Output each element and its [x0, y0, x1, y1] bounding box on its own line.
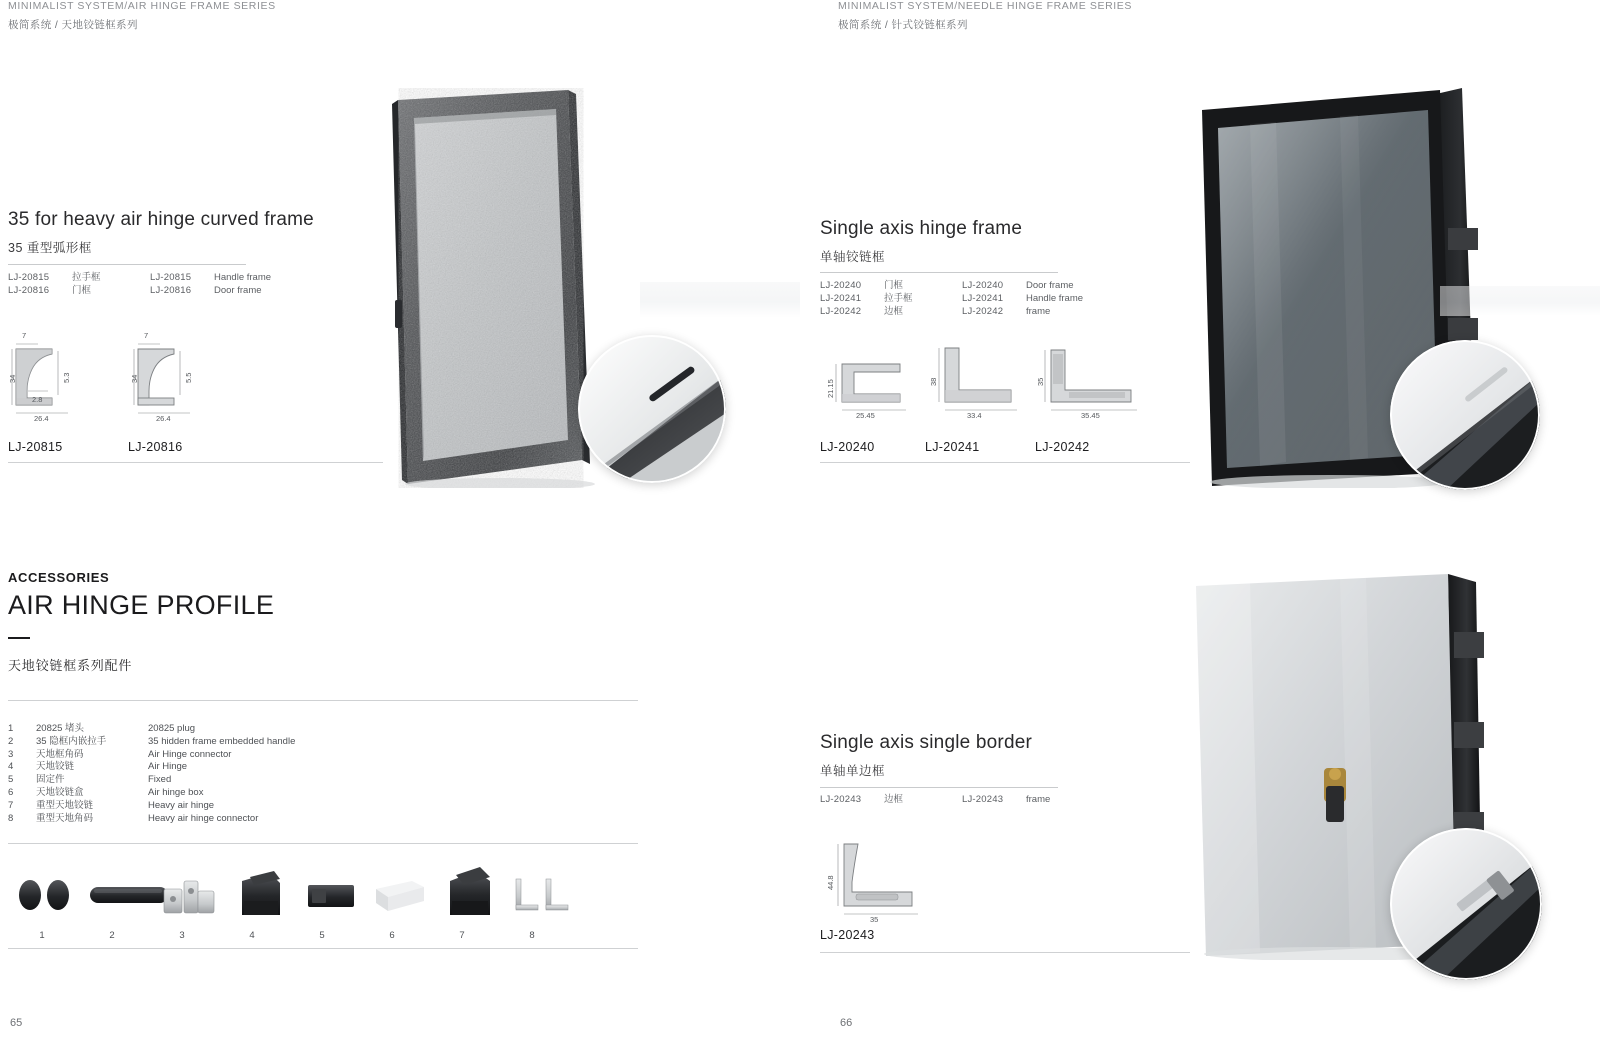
item-name-cn: 天地框角码: [36, 748, 84, 760]
item-number: 6: [8, 786, 14, 798]
accessory-parts-row: [8, 855, 638, 923]
item-name-cn: 重型天地铰链: [36, 799, 94, 811]
page-number-left: 65: [10, 1017, 23, 1029]
accessories-rule-mid: [8, 843, 638, 844]
profile-label-lj20243: LJ-20243: [820, 928, 875, 942]
dim-height: 21.15: [826, 379, 835, 398]
code-row: [820, 793, 1146, 806]
item-number: 5: [8, 774, 14, 786]
figure-number: 4: [249, 930, 255, 941]
code-list-rule-right-top: [820, 272, 1058, 273]
code-id: LJ-20242: [820, 306, 862, 317]
dim-bottom: 26.4: [34, 414, 49, 423]
accessory-parts-illustration: [8, 855, 638, 923]
profile-drawing-lj20240: [820, 348, 930, 428]
code-id: LJ-20816: [8, 285, 50, 296]
accessories-title-cn: 天地铰链框系列配件: [8, 658, 133, 673]
page-number-right: 66: [840, 1017, 853, 1029]
code-list-right-top: [820, 279, 1146, 318]
code-id: LJ-20240: [820, 280, 862, 291]
dim-left: 34: [8, 374, 17, 383]
item-name-cn: 固定件: [36, 774, 65, 786]
item-name-en: Air Hinge connector: [148, 748, 232, 760]
item-name-en: Heavy air hinge: [148, 799, 215, 811]
running-head-en: MINIMALIST SYSTEM/AIR HINGE FRAME SERIES: [8, 0, 276, 12]
section-title-en: Single axis single border: [820, 732, 1033, 753]
running-head-cn: 极简系统 / 天地铰链框系列: [8, 19, 138, 31]
code-en: Handle frame: [1026, 293, 1084, 304]
dim-left: 34: [130, 374, 139, 383]
item-number: 8: [8, 812, 14, 824]
photo-shadow-band-left: [640, 282, 800, 318]
code-cn: 门框: [72, 285, 92, 296]
code-id-2: LJ-20243: [962, 794, 1004, 805]
figure-number: 1: [39, 930, 45, 941]
running-head-left: [8, 0, 276, 32]
code-list-rule-left: [8, 264, 246, 265]
code-id-2: LJ-20241: [962, 293, 1004, 304]
right-page: [800, 0, 1600, 1043]
dim-top: 7: [22, 331, 27, 340]
section-title-single-axis-hinge-frame: [820, 218, 1022, 265]
profile-drawing-lj20816: [128, 331, 228, 430]
code-list-rule-right-bottom: [820, 787, 1058, 788]
code-id-2: LJ-20242: [962, 306, 1004, 317]
item-number: 2: [8, 735, 14, 747]
figure-number: 2: [109, 930, 115, 941]
code-en: frame: [1026, 794, 1051, 805]
profile-section-lj20816: [128, 335, 228, 430]
table-row: [8, 723, 408, 736]
detail-magnifier-left-art: [578, 335, 726, 483]
dim-height: 38: [929, 377, 938, 386]
table-row: [8, 736, 408, 749]
code-list-left: [8, 271, 334, 297]
running-head-right: [838, 0, 1132, 32]
code-id: LJ-20815: [8, 272, 50, 283]
item-name-en: 35 hidden frame embedded handle: [148, 735, 296, 747]
detail-magnifier-right-bottom: [1390, 828, 1542, 980]
section-divider-left: [8, 462, 383, 463]
dim-top: 7: [144, 331, 149, 340]
dim-width: 33.4: [967, 411, 982, 420]
accessories-dash: [8, 637, 30, 639]
profile-section-lj20243: [820, 832, 940, 928]
profile-drawing-lj20241: [925, 338, 1035, 428]
dim-right: 5.5: [184, 372, 193, 383]
profile-label-lj20816: LJ-20816: [128, 440, 183, 454]
table-row: [8, 800, 408, 813]
table-row: [8, 749, 408, 762]
section-title-cn: 单轴单边框: [820, 764, 886, 778]
code-row: [8, 271, 334, 284]
code-cn: 门框: [884, 280, 904, 291]
dim-inner: 2.8: [32, 395, 43, 404]
section-title-cn: 单轴铰链框: [820, 250, 886, 264]
item-number: 4: [8, 761, 14, 773]
item-name-en: 20825 plug: [148, 723, 196, 734]
accessories-title: AIR HINGE PROFILE: [8, 590, 275, 620]
dim-height: 35: [1036, 377, 1045, 386]
code-cn: 拉手框: [884, 293, 913, 304]
code-row: [820, 279, 1146, 292]
item-name-en: Heavy air hinge connector: [148, 812, 259, 824]
accessories-table: [8, 723, 408, 825]
code-row: [820, 305, 1146, 318]
figure-number: 5: [319, 930, 325, 941]
code-en: Door frame: [214, 285, 262, 296]
figure-number: 6: [389, 930, 395, 941]
profile-drawing-lj20815: [8, 331, 108, 430]
profile-label-lj20241: LJ-20241: [925, 440, 980, 454]
item-name-en: Air Hinge: [148, 761, 188, 773]
photo-shadow-band-right: [1440, 286, 1600, 316]
profile-label-lj20815: LJ-20815: [8, 440, 63, 454]
table-row: [8, 787, 408, 800]
section-title-en: Single axis hinge frame: [820, 218, 1023, 239]
figure-number: 3: [179, 930, 185, 941]
section-divider-right-bottom: [820, 952, 1190, 953]
profile-drawing-lj20242: [1035, 340, 1155, 428]
item-name-cn: 天地铰链: [36, 761, 75, 773]
running-head-en: MINIMALIST SYSTEM/NEEDLE HINGE FRAME SERIES: [838, 0, 1132, 12]
section-title-cn: 35 重型弧形框: [8, 241, 92, 255]
accessories-rule-bottom: [8, 948, 638, 949]
figure-number: 7: [459, 930, 465, 941]
dim-right: 5.3: [62, 372, 71, 383]
dim-width: 35: [870, 915, 879, 924]
code-row: [8, 284, 334, 297]
code-row: [820, 292, 1146, 305]
item-number: 1: [8, 723, 14, 734]
item-number: 3: [8, 748, 14, 760]
code-id: LJ-20243: [820, 794, 862, 805]
code-en: frame: [1026, 306, 1051, 317]
code-id: LJ-20241: [820, 293, 862, 304]
table-row: [8, 761, 408, 774]
dim-width: 25.45: [856, 411, 875, 420]
profile-section-lj20240: [820, 348, 930, 428]
item-name-cn: 35 隐框内嵌拉手: [36, 735, 107, 747]
dim-height: 44.8: [826, 875, 835, 890]
code-cn: 边框: [884, 794, 904, 805]
code-cn: 边框: [884, 306, 904, 317]
code-id-2: LJ-20815: [150, 272, 192, 283]
detail-magnifier-right-top: [1390, 340, 1540, 490]
figure-number: 8: [529, 930, 535, 941]
detail-magnifier-right-top-art: [1390, 340, 1540, 490]
accessories-eyebrow: ACCESSORIES: [8, 570, 110, 585]
code-en: Handle frame: [214, 272, 272, 283]
profile-label-lj20242: LJ-20242: [1035, 440, 1090, 454]
running-head-cn: 极简系统 / 针式铰链框系列: [838, 19, 968, 31]
item-name-en: Air hinge box: [148, 786, 204, 798]
dim-bottom: 26.4: [156, 414, 171, 423]
section-title-curved-frame: [8, 209, 314, 256]
item-number: 7: [8, 799, 14, 811]
item-name-cn: 20825 堵头: [36, 723, 85, 734]
section-title-single-axis-single-border: [820, 732, 1032, 779]
item-name-en: Fixed: [148, 774, 172, 786]
dim-width: 35.45: [1081, 411, 1100, 420]
code-cn: 拉手框: [72, 272, 101, 283]
section-title-en: 35 for heavy air hinge curved frame: [8, 209, 314, 230]
item-name-cn: 天地铰链盒: [36, 786, 84, 798]
code-list-right-bottom: [820, 793, 1146, 806]
profile-drawing-lj20243: [820, 832, 940, 928]
code-id-2: LJ-20240: [962, 280, 1004, 291]
table-row: [8, 813, 408, 826]
accessories-rule-top: [8, 700, 638, 701]
code-en: Door frame: [1026, 280, 1074, 291]
profile-section-lj20815: [8, 335, 108, 430]
detail-magnifier-right-bottom-art: [1390, 828, 1542, 980]
code-id-2: LJ-20816: [150, 285, 192, 296]
table-row: [8, 774, 408, 787]
item-name-cn: 重型天地角码: [36, 812, 94, 824]
profile-label-lj20240: LJ-20240: [820, 440, 875, 454]
detail-magnifier-left: [578, 335, 726, 483]
section-divider-right-top: [820, 462, 1190, 463]
